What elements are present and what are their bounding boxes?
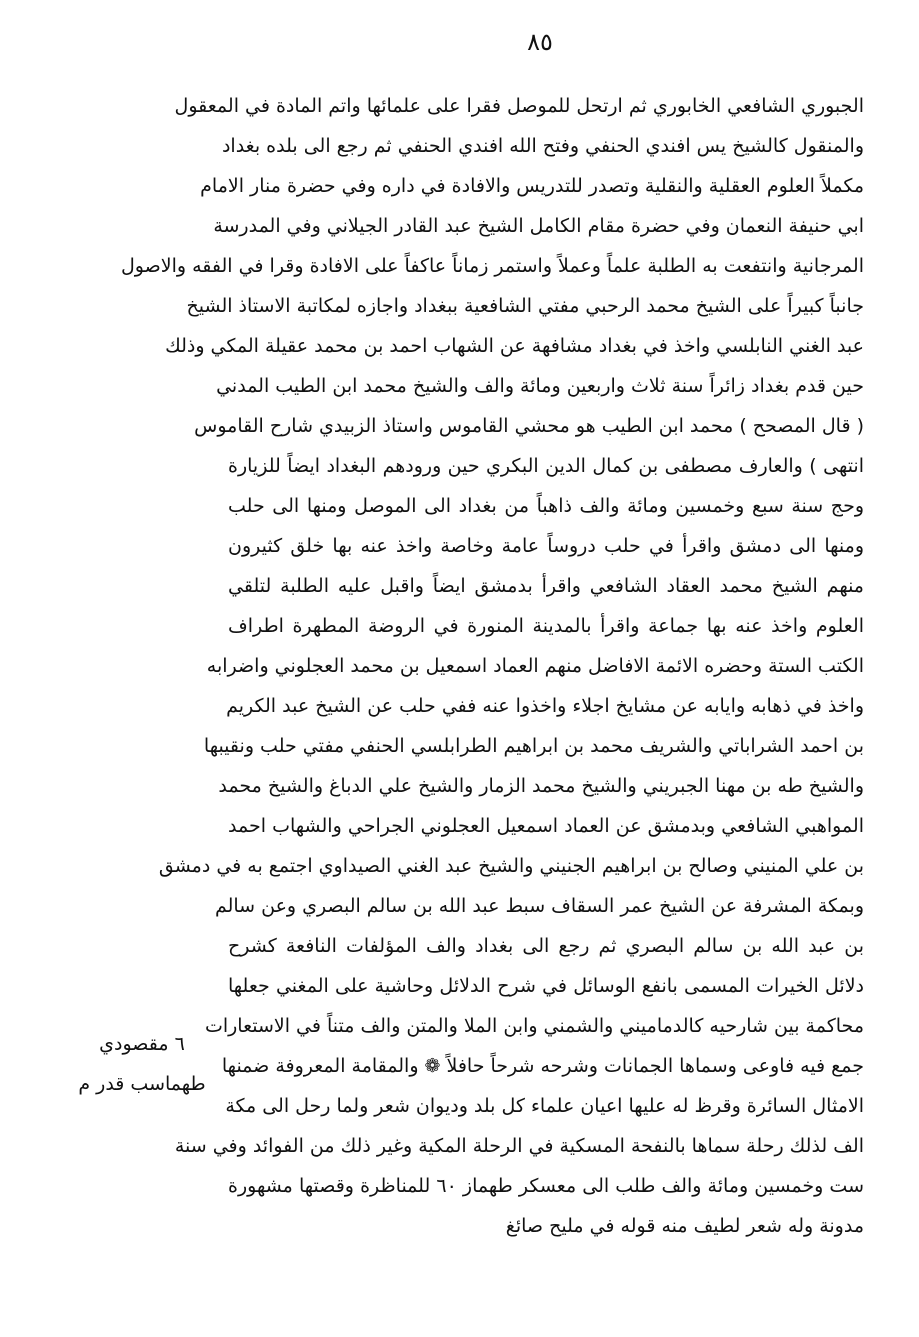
text-line: وبمكة المشرفة عن الشيخ عمر السقاف سبط عبد الله بن سالم البصري وعن سالم [214, 895, 864, 917]
text-line: جانباً كبيراً على الشيخ محمد الرحبي مفتي الشافعية ببغداد واجازه لمكاتبة الاستاذ الشيخ [186, 295, 864, 317]
text-line: انتهى ) والعارف مصطفى بن كمال الدين البكري حين ورودهم البغداد ايضاً للزيارة [228, 455, 864, 477]
text-line: مدونة وله شعر لطيف منه قوله في مليح صائغ [505, 1215, 864, 1237]
text-line: بن علي المنيني وصالح بن ابراهيم الجنيني والشيخ عبد الغني الصيداوي اجتمع به في دمشق [158, 855, 864, 877]
text-line: ابي حنيفة النعمان وفي حضرة مقام الكامل الشيخ عبد القادر الجيلاني وفي المدرسة [213, 215, 864, 237]
text-line: محاكمة بين شارحيه كالدماميني والشمني وابن الملا والمتن والف متناً في الاستعارات [204, 1015, 864, 1037]
text-line: العلوم واخذ عنه بها جماعة واقرأ بالمدينة المنورة في الروضة المطهرة اطراف [228, 615, 864, 637]
text-line: بن احمد الشراباتي والشريف محمد بن ابراهيم الطرابلسي الحنفي مفتي حلب ونقيبها [203, 735, 864, 757]
text-line: عبد الغني النابلسي واخذ في بغداد مشافهة عن الشهاب احمد بن محمد عقيلة المكي وذلك [165, 335, 864, 357]
text-line: مكملاً العلوم العقلية والنقلية وتصدر للتدريس والافادة في داره وفي حضرة منار الامام [200, 175, 864, 197]
text-line: والمنقول كالشيخ يس افندي الحنفي وفتح الله افندي الحنفي ثم رجع الى بلده بغداد [221, 135, 864, 157]
text-line: منهم الشيخ محمد العقاد الشافعي واقرأ بدمشق ايضاً واقبل عليه الطلبة لتلقي [228, 575, 864, 597]
text-line: الجبوري الشافعي الخابوري ثم ارتحل للموصل فقرا على علمائها واتم المادة في المعقول [174, 95, 864, 117]
text-line: وحج سنة سبع وخمسين ومائة والف ذاهباً من بغداد الى الموصل ومنها الى حلب [228, 495, 864, 517]
text-line: الف لذلك رحلة سماها بالنفحة المسكية في الرحلة المكية وغير ذلك من الفوائد وفي سنة [174, 1135, 864, 1157]
page-number: ٨٥ [527, 28, 553, 56]
text-line: واخذ في ذهابه وايابه عن مشايخ اجلاء واخذوا عنه ففي حلب عن الشيخ عبد الكريم [226, 695, 864, 717]
text-line: الكتب الستة وحضره الائمة الافاضل منهم العماد اسمعيل بن محمد العجلوني واضرابه [206, 655, 864, 677]
text-line: والشيخ طه بن مهنا الجبريني والشيخ محمد الزمار والشيخ علي الدباغ والشيخ محمد [218, 775, 864, 797]
text-line: دلائل الخيرات المسمى بانفع الوسائل في شرح الدلائل وحاشية على المغني جعلها [228, 975, 864, 997]
text-line: الامثال السائرة وقرظ له عليها اعيان علماء كل بلد وديوان شعر ولما رحل الى مكة [225, 1095, 864, 1117]
text-line: بن عبد الله بن سالم البصري ثم رجع الى بغداد والف المؤلفات النافعة كشرح [228, 935, 864, 957]
margin-note: ٦ مقصودي [99, 1033, 185, 1055]
text-line: جمع فيه فاوعى وسماها الجمانات وشرحه شرحاً حافلاً ❁ والمقامة المعروفة ضمنها [221, 1055, 864, 1077]
text-line: حين قدم بغداد زائراً سنة ثلاث واربعين ومائة والف والشيخ محمد ابن الطيب المدني [216, 375, 864, 397]
margin-note: طهماسب قدر م [78, 1073, 206, 1095]
text-line: ( قال المصحح ) محمد ابن الطيب هو محشي القاموس واستاذ الزبيدي شارح القاموس [194, 415, 864, 437]
text-line: المواهبي الشافعي وبدمشق عن العماد اسمعيل العجلوني الجراحي والشهاب احمد [228, 815, 864, 837]
text-line: ومنها الى دمشق واقرأ في حلب دروساً عامة وخاصة واخذ عنه بها خلق كثيرون [228, 535, 864, 557]
text-line: المرجانية وانتفعت به الطلبة علماً وعملاً واستمر زماناً عاكفاً على الافادة وقرا في الفقه والاصول [120, 255, 864, 277]
text-line: ست وخمسين ومائة والف طلب الى معسكر طهماز ٦٠ للمناظرة وقصتها مشهورة [228, 1175, 865, 1197]
